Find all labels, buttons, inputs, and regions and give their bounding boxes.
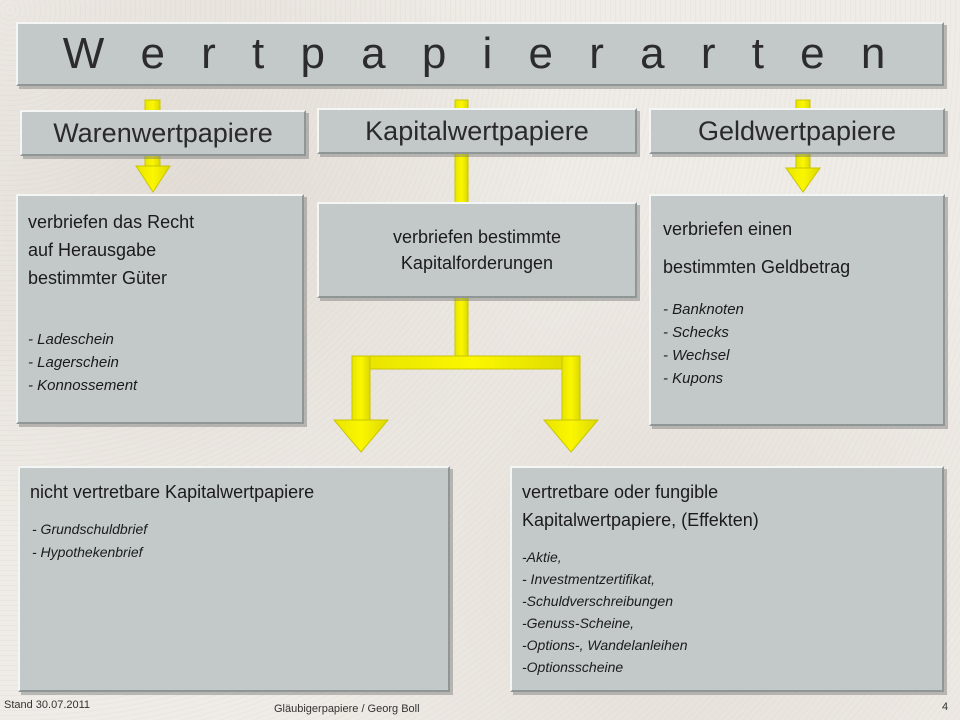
footer-date: Stand 30.07.2011 bbox=[4, 699, 91, 711]
vertretbar-description: vertretbare oder fungible Kapitalwertpapiere, (Effekten) bbox=[522, 482, 759, 530]
nicht-vertretbar-description: nicht vertretbare Kapitalwertpapiere bbox=[30, 482, 315, 502]
waren-items: - Ladeschein - Lagerschein - Konnossement bbox=[28, 331, 138, 394]
geld-description: verbriefen einen bestimmten Geldbetrag bbox=[663, 219, 851, 277]
kapital-description-box bbox=[317, 202, 637, 298]
waren-description-box bbox=[16, 194, 304, 424]
footer-source: Gläubigerpapiere / Georg Boll bbox=[274, 703, 420, 715]
vertretbar-box bbox=[510, 466, 944, 692]
geld-description-box bbox=[649, 194, 945, 426]
page-title: W e r t p a p i e r a r t e n bbox=[16, 22, 944, 86]
geld-items: - Banknoten - Schecks - Wechsel - Kupons bbox=[663, 301, 744, 387]
header-kapitalwertpapiere: Kapitalwertpapiere bbox=[317, 108, 637, 154]
waren-description: verbriefen das Recht auf Herausgabe bestimmter Güter bbox=[28, 212, 195, 288]
arrow-to-nicht-vertretbar bbox=[334, 356, 388, 452]
nicht-vertretbar-box bbox=[18, 466, 450, 692]
header-geldwertpapiere: Geldwertpapiere bbox=[649, 108, 945, 154]
header-warenwertpapiere: Warenwertpapiere bbox=[20, 110, 306, 156]
nicht-vertretbar-items: - Grundschuldbrief - Hypothekenbrief bbox=[32, 521, 148, 560]
kapital-description: verbriefen bestimmte Kapitalforderungen bbox=[392, 227, 562, 273]
vertretbar-items: -Aktie, - Investmentzertifikat, -Schuldverschreibungen -Genuss-Scheine, -Options-, Wandelanleihen -Optionsscheine bbox=[522, 549, 688, 675]
arrow-to-vertretbar bbox=[544, 356, 598, 452]
footer-page-number: 4 bbox=[942, 701, 949, 713]
